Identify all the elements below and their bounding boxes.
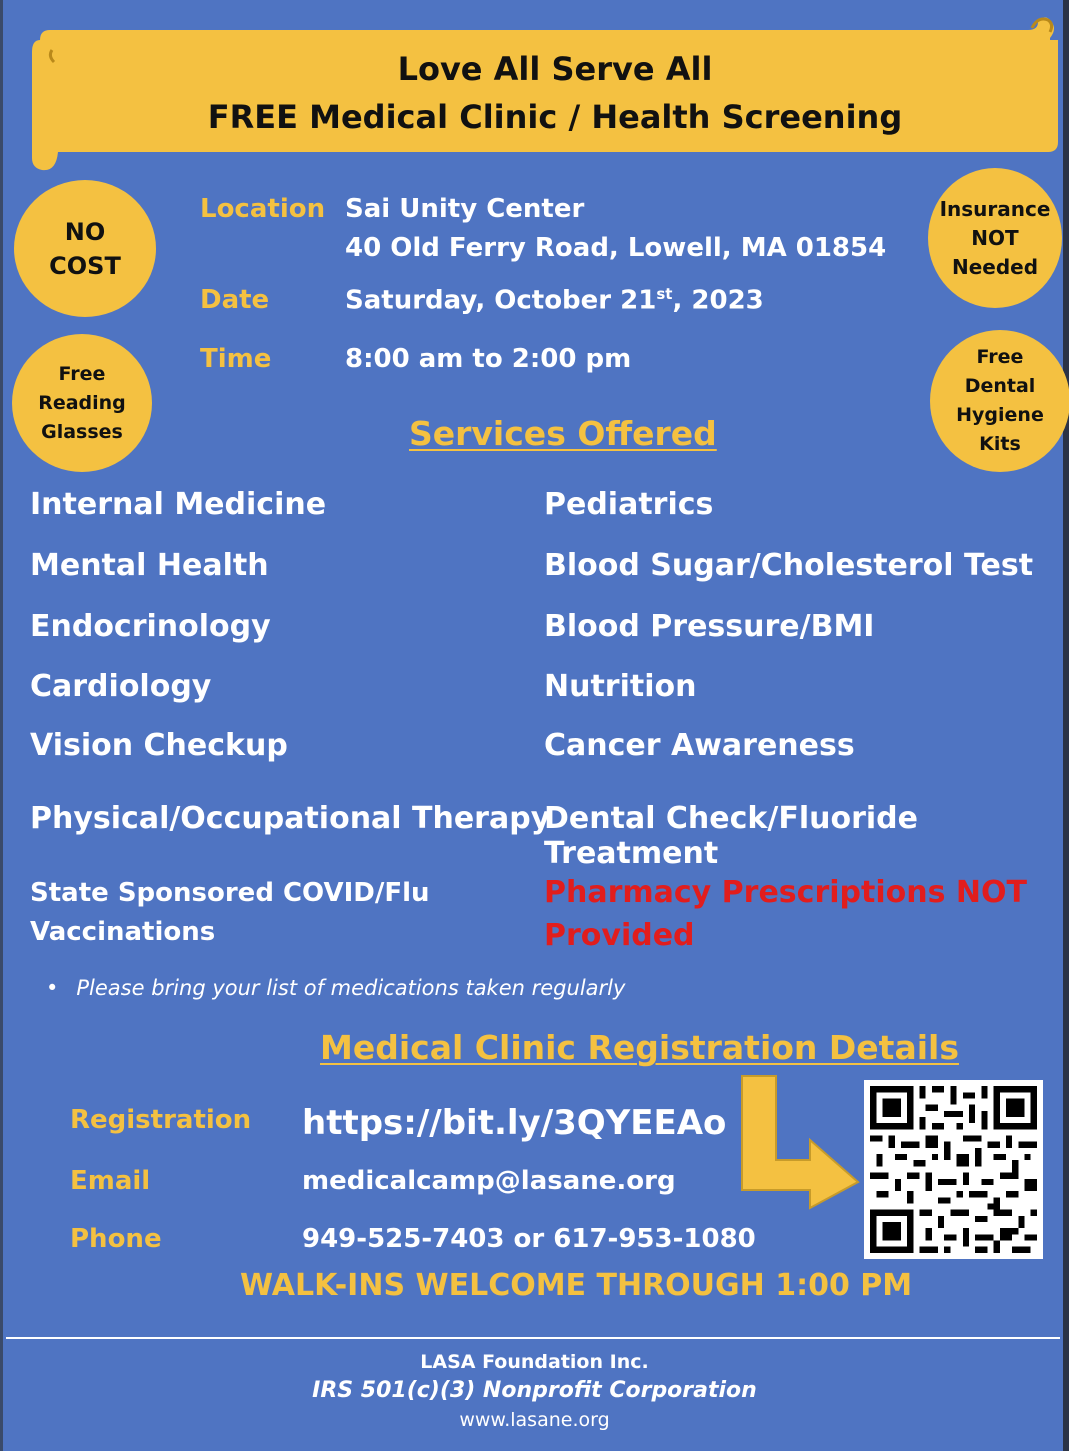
- location-name: Sai Unity Center: [345, 194, 585, 224]
- registration-label: Registration: [70, 1105, 252, 1135]
- date-label: Date: [200, 285, 270, 315]
- date-value: Saturday, October 21st, 2023: [345, 285, 764, 316]
- arrow-right-icon: [740, 1074, 860, 1214]
- medication-note: • Please bring your list of medications taken regularly: [46, 976, 626, 1000]
- service-item: Nutrition: [544, 669, 697, 704]
- service-item: Dental Check/Fluoride Treatment: [544, 801, 918, 871]
- phone-label: Phone: [70, 1224, 162, 1254]
- reading-glasses-badge: Free Reading Glasses: [12, 334, 152, 472]
- time-label: Time: [200, 344, 272, 374]
- walkins-notice: WALK-INS WELCOME THROUGH 1:00 PM: [240, 1268, 913, 1303]
- registration-heading: Medical Clinic Registration Details: [320, 1028, 959, 1067]
- footer-divider: [6, 1337, 1060, 1339]
- service-item: Endocrinology: [30, 609, 271, 644]
- service-item: Pediatrics: [544, 487, 714, 522]
- location-address: 40 Old Ferry Road, Lowell, MA 01854: [345, 233, 887, 263]
- email-label: Email: [70, 1166, 151, 1196]
- qr-code-icon[interactable]: [864, 1080, 1043, 1259]
- registration-link[interactable]: https://bit.ly/3QYEEAo: [302, 1103, 727, 1143]
- service-item: Blood Pressure/BMI: [544, 609, 875, 644]
- footer-org: LASA Foundation Inc.: [420, 1351, 649, 1373]
- insurance-badge: Insurance NOT Needed: [928, 168, 1062, 308]
- services-heading: Services Offered: [409, 414, 717, 453]
- footer-website[interactable]: www.lasane.org: [459, 1409, 610, 1431]
- service-item: Internal Medicine: [30, 487, 327, 522]
- time-value: 8:00 am to 2:00 pm: [345, 344, 632, 374]
- banner-title-line1: Love All Serve All: [397, 50, 713, 88]
- footer-status: IRS 501(c)(3) Nonprofit Corporation: [312, 1378, 757, 1403]
- phone-value: 949-525-7403 or 617-953-1080: [302, 1224, 756, 1254]
- service-item: Physical/Occupational Therapy: [30, 801, 551, 836]
- service-item: Cardiology: [30, 669, 212, 704]
- location-label: Location: [200, 194, 326, 224]
- service-item: Blood Sugar/Cholesterol Test: [544, 548, 1034, 583]
- service-item: Cancer Awareness: [544, 728, 855, 763]
- service-item: State Sponsored COVID/Flu Vaccinations: [30, 878, 430, 947]
- service-item: Mental Health: [30, 548, 269, 583]
- banner-title-line2: FREE Medical Clinic / Health Screening: [207, 98, 903, 136]
- dental-kits-badge: Free Dental Hygiene Kits: [930, 330, 1069, 472]
- no-cost-badge: NO COST: [14, 180, 156, 317]
- pharmacy-warning: Pharmacy Prescriptions NOT Provided: [544, 875, 1027, 953]
- service-item: Vision Checkup: [30, 728, 288, 763]
- email-value[interactable]: medicalcamp@lasane.org: [302, 1166, 676, 1196]
